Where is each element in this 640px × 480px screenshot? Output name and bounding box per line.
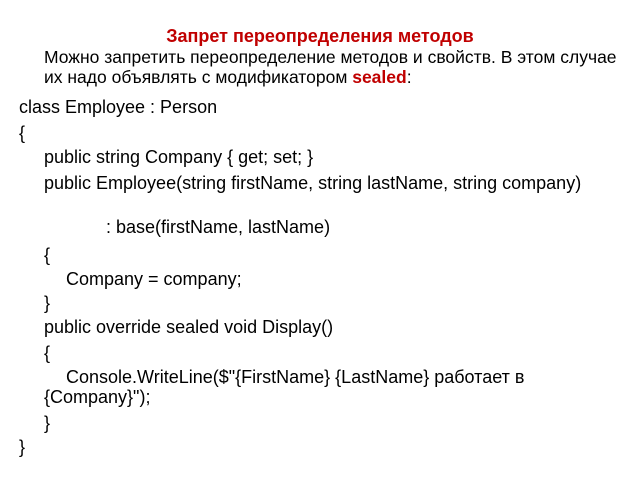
intro-colon: : bbox=[406, 67, 412, 87]
code-line-company-property: public string Company { get; set; } bbox=[44, 147, 314, 167]
code-line-company-assignment: Company = company; bbox=[66, 269, 242, 289]
code-line-class-open-brace: { bbox=[19, 123, 26, 143]
code-line-base-call: : base(firstName, lastName) bbox=[106, 217, 331, 237]
code-line-display-open-brace: { bbox=[44, 343, 51, 363]
code-line-class-close-brace: } bbox=[19, 437, 26, 457]
slide-title: Запрет переопределения методов bbox=[166, 26, 474, 46]
code-line-display-signature: public override sealed void Display() bbox=[44, 317, 334, 337]
code-line-constructor-open-brace: { bbox=[44, 245, 51, 265]
sealed-keyword: sealed bbox=[352, 67, 407, 87]
code-line-display-close-brace: } bbox=[44, 413, 51, 433]
code-line-constructor-signature: public Employee(string firstName, string lastName, string company) bbox=[44, 173, 582, 193]
intro-text: Можно запретить переопределение методов и свойств. В этом случае их надо объявлять с модификатором bbox=[44, 47, 617, 87]
intro-paragraph bbox=[44, 47, 624, 87]
code-line-console-writeline: Console.WriteLine($"{FirstName} {LastName} работает в {Company}"); bbox=[44, 367, 525, 407]
code-line-constructor-close-brace: } bbox=[44, 293, 51, 313]
code-line-class-declaration: class Employee : Person bbox=[19, 97, 218, 117]
